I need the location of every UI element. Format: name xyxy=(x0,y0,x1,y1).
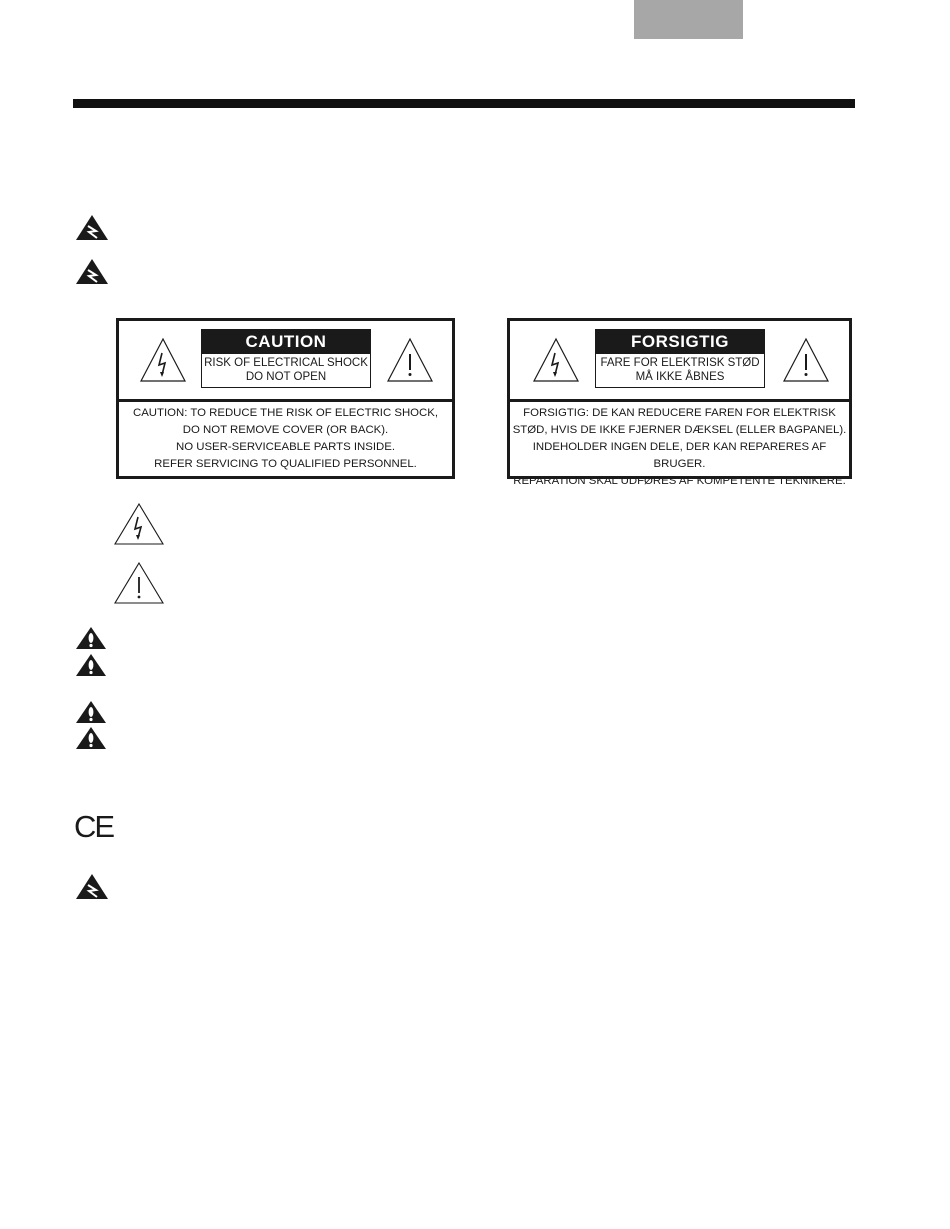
header-rule xyxy=(73,99,855,108)
lightning-triangle-icon xyxy=(532,337,580,383)
exclamation-warning-icon xyxy=(76,627,106,649)
caution-label-english xyxy=(116,318,455,479)
label-body xyxy=(510,405,849,490)
label-subtitle xyxy=(201,354,371,388)
label-subtitle-line: FARE FOR ELEKTRISK STØD xyxy=(600,357,760,369)
ce-mark: CE xyxy=(74,809,114,844)
exclamation-triangle-icon xyxy=(386,337,434,383)
label-body-line: CAUTION: TO REDUCE THE RISK OF ELECTRIC SHOCK, xyxy=(132,407,439,419)
shock-warning-icon xyxy=(76,874,108,899)
section-tab xyxy=(634,0,743,39)
label-subtitle xyxy=(595,354,765,388)
exclamation-triangle-icon xyxy=(782,337,830,383)
label-body-line: STØD, HVIS DE IKKE FJERNER DÆKSEL (ELLER BAGPANEL). xyxy=(512,424,847,436)
lightning-triangle-icon xyxy=(139,337,187,383)
label-body-line: NO USER-SERVICEABLE PARTS INSIDE. xyxy=(175,441,395,453)
exclamation-triangle-icon xyxy=(114,562,164,604)
caution-label-danish xyxy=(507,318,852,487)
label-body-line: FORSIGTIG: DE KAN REDUCERE FAREN FOR ELEKTRISK xyxy=(523,407,836,419)
shock-warning-icon xyxy=(76,215,108,240)
label-subtitle-line: DO NOT OPEN xyxy=(245,370,327,383)
shock-warning-icon xyxy=(76,259,108,284)
label-body-line: REFER SERVICING TO QUALIFIED PERSONNEL. xyxy=(154,458,417,470)
lightning-triangle-icon xyxy=(114,503,164,545)
label-body-line: DO NOT REMOVE COVER (OR BACK). xyxy=(182,424,389,436)
label-subtitle-line: RISK OF ELECTRICAL SHOCK xyxy=(204,357,368,369)
label-body-line: INDEHOLDER INGEN DELE, DER KAN REPARERES AF BRUGER. xyxy=(532,441,827,470)
exclamation-warning-icon xyxy=(76,727,106,749)
label-title: FORSIGTIG xyxy=(595,329,765,354)
exclamation-warning-icon xyxy=(76,701,106,723)
label-body-line: REPARATION SKAL UDFØRES AF KOMPETENTE TEKNIKERE. xyxy=(513,475,846,487)
label-body xyxy=(119,405,452,473)
exclamation-warning-icon xyxy=(76,654,106,676)
label-title: CAUTION xyxy=(201,329,371,354)
label-subtitle-line: MÅ IKKE ÅBNES xyxy=(635,370,725,383)
